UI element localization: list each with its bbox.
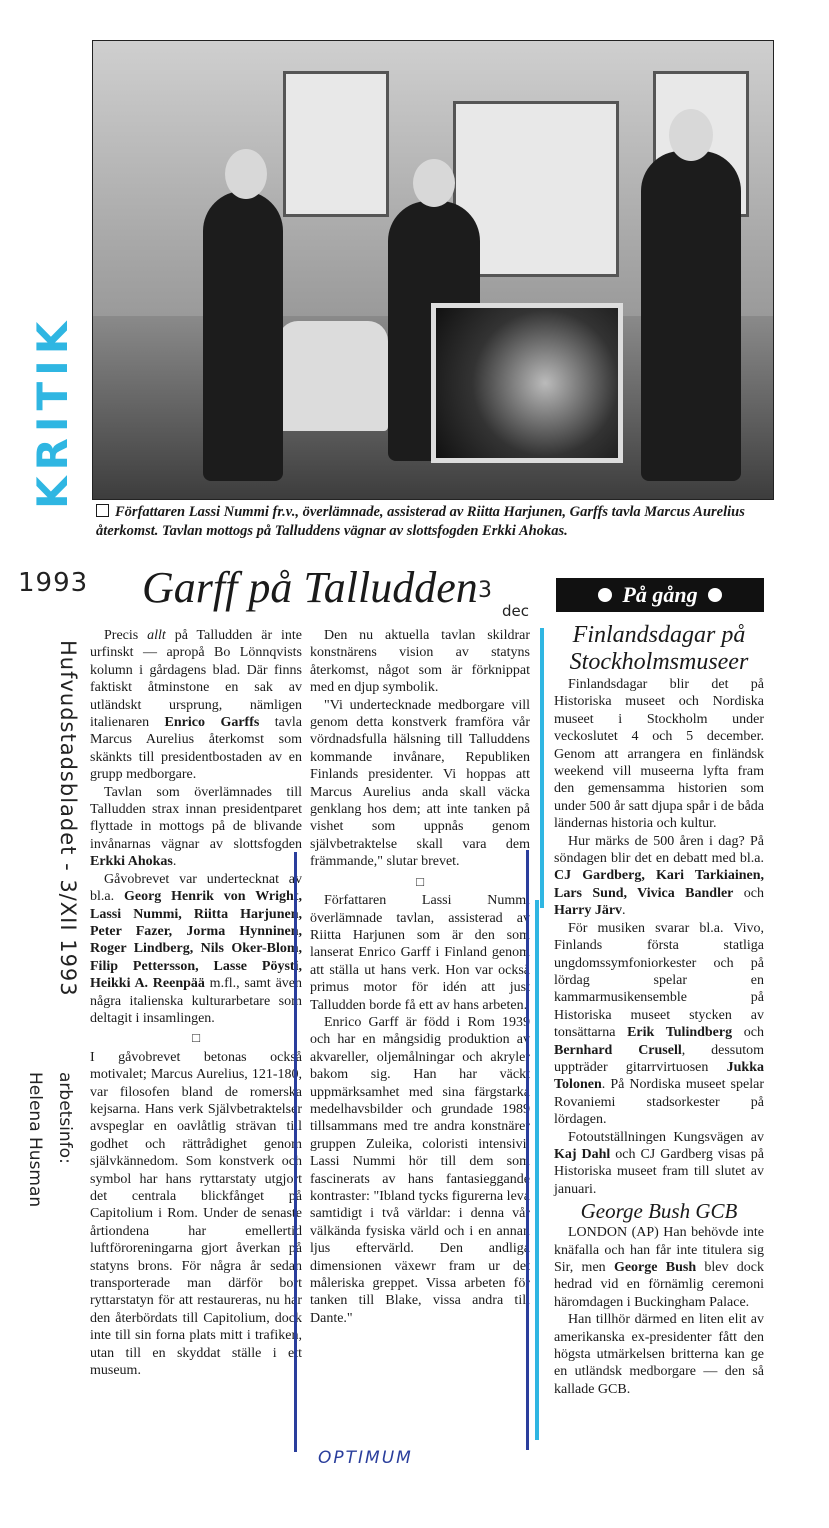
text: .	[172, 854, 177, 870]
text: och	[732, 1025, 764, 1041]
text-bold: Georg Henrik von Wright, Lassi Nummi, Riitta Harjunen, Peter Fazer, Jorma Hynninen, Roger Lindberg, Nils Oker-Blom, Filip Pettersson, Lasse Pöysti, Heikki A. Reenpää	[90, 889, 302, 992]
paragraph: Den nu aktuella tavlan skildrar konstnärens vision av statyns återkomst, något som är förknippat med en djup symbolik.	[310, 628, 530, 696]
text: Tavlan som överlämnades till Talludden strax innan presidentparet flyttade in mottogs på de blivande invånarnas vägnar av slottsfogden	[90, 784, 302, 852]
text-bold: Kaj Dahl	[554, 1146, 611, 1162]
text: och	[733, 885, 764, 901]
photo-window	[283, 71, 389, 217]
text: Precis	[104, 628, 148, 643]
reviewer-note-2: Helena Husman	[25, 1072, 45, 1208]
bullet-icon	[598, 588, 612, 602]
photo-chair	[278, 321, 388, 431]
pa-gang-banner	[556, 578, 764, 612]
paragraph: Finlandsdagar blir det på Historiska museet och Nordiska museet i Stockholm under veckoslutet 4 och 5 december. Genom att arrangera en finländsk weekend vill museerna lyfta fram den gemensamma historien som under 500 år satt djupa spår i de båda ländernas historia och kultur.	[554, 677, 764, 832]
text: m.fl., samt även några italienska kulturarbetare som deltagit i insamlingen.	[90, 976, 303, 1026]
source-annotation: Hufvudstadsbladet - 3/XII 1993	[56, 640, 80, 997]
headline: Garff på Talludden	[142, 563, 478, 612]
paragraph	[90, 627, 302, 784]
paragraph: I gåvobrevet betonas också motivalet; Marcus Aurelius, 121-180, var filosofen bland de romerska kejsarna. Hans verk Självbetraktelser avspeglar en oavlåtlig strävan till godhet och rättrådighet genom självkännedom. Som konstverk och symbol har hans ryttarstaty utgjort det centrala blickfånget på Capitolium i Rom. Under de senaste årtiondena har emellertid luftföroreningarna gjort åverkan på statyns brons. För några år sedan transporterade man därför bort ryttarstatyn för att restaureras, nu har den återbördats till Capitolium, dock inte till sin forna plats mitt i trafiken, utan till en skyddat ställe i ett museum.	[90, 1049, 302, 1379]
article-column-1	[90, 627, 302, 1379]
paragraph: Enrico Garff är född i Rom 1939 och har en mångsidig produktion av akvareller, oljemålningar och akryler bakom sig. Han har väckt uppmärksamhet med sina färgstarka medelhavsbilder och grundade 1989 tillsammans med tre andra konstnärer gruppen Zuleika, coloristi intensivi. Lassi Nummi hör till dem som fascinerats av hans fantasieggande kontraster: "Ibland tycks figurerna leva samtidigt i två världar: i denna vår välkända fysiska värld och i en annan ljus eftervärld. Den andliga dimensionen växewr fram ur det måleriska greppet. Vissa arbeten för tanken till Blake, vissa andra till Dante."	[310, 1014, 530, 1326]
paragraph: Han tillhör därmed en liten elit av amerikanska ex-presidenter fått den högsta utmärkelsen britterna kan ge en utländsk medborgare — den så kallade GCB.	[554, 1312, 764, 1397]
optimum-annotation: OPTIMUM	[318, 1448, 413, 1468]
paragraph	[554, 833, 764, 920]
reviewer-note-1: arbetsinfo:	[55, 1072, 75, 1164]
text: LONDON (AP) Han behövde inte knäfalla och han får inte titulera sig Sir, men	[554, 1225, 764, 1275]
text: tavla Marcus Aurelius återkomst som skänkts till presidentbostaden av en grupp medborgare.	[90, 715, 302, 783]
date-annotation: 3	[478, 578, 492, 603]
photo-painting	[431, 303, 623, 463]
text-bold: Erkki Ahokas	[90, 854, 173, 870]
bullet-icon	[708, 588, 722, 602]
paragraph: Författaren Lassi Nummi överlämnade tavlan, assisterad av Riitta Harjunen som är den som lanserat Enrico Garff i Finland genom att ställa ut hans verk. Hon var också primus motor för idén att just Talludden borde få ett av hans arbeten.	[310, 893, 530, 1013]
text-bold: Enrico Garffs	[164, 715, 260, 731]
highlight-line	[535, 900, 539, 1440]
pen-mark	[526, 850, 533, 1450]
subheading: George Bush GCB	[580, 1199, 738, 1224]
photo-person-head	[413, 159, 455, 207]
date-annotation-sub: dec	[502, 602, 529, 620]
banner-label: På gång	[622, 582, 698, 607]
article-column-3	[554, 622, 764, 1398]
kritik-annotation: KRITIK	[28, 315, 77, 509]
photo-person-head	[669, 109, 713, 161]
news-photo	[92, 40, 774, 500]
text-bold: CJ Gardberg, Kari Tarkiainen, Lars Sund, Vivica Bandler	[554, 868, 764, 901]
photo-person-right	[641, 151, 741, 481]
pen-mark	[294, 852, 301, 1452]
year-annotation: 1993	[18, 568, 89, 598]
paragraph	[90, 784, 302, 871]
text-bold: Erik Tulindberg	[627, 1025, 733, 1041]
paragraph	[554, 920, 764, 1129]
text: . På Nordiska museet spelar Rovaniemi stadsorkester på lördagen.	[554, 1077, 764, 1128]
text-bold: Bernhard Crusell	[554, 1042, 682, 1058]
paragraph	[554, 1224, 764, 1311]
photo-caption	[96, 503, 786, 541]
text: på Talludden är inte urfinskt — apropå Bo Lönnqvists kolumn i gårdagens blad. Där finns faktiskt åtminstone en sak av utländskt ursprung, nämligen italienaren	[90, 628, 302, 731]
photo-person-left	[203, 191, 283, 481]
text: och CJ Gardberg visas på Historiska museet fram till slutet av januari.	[554, 1146, 764, 1197]
text-bold: George Bush	[613, 1260, 697, 1275]
text: Gåvobrevet var undertecknat av bl.a.	[90, 871, 302, 905]
reviewer-annotation	[20, 1072, 80, 1207]
subheading: Finlandsdagar på Stockholmsmuseer	[569, 622, 749, 675]
text-bold: Harry Järv	[554, 903, 623, 919]
text: Fotoutställningen Kungsvägen av	[568, 1129, 764, 1145]
text: .	[622, 903, 626, 919]
paragraph	[90, 871, 302, 1028]
text: Hur märks de 500 åren i dag? På söndagen blir det en debatt med bl.a.	[554, 833, 764, 867]
highlight-line	[540, 628, 544, 908]
paragraph: "Vi undertecknade medborgare vill genom detta konstverk framföra vår vördnadsfulla hälsning till Talluddens kommande invånare, Republiken Finlands presidenter. Vi hoppas att Marcus Aurelius anda skall väcka genklang hos dem; att inte tanken på vishet som uppnås genom självbetraktelse skall vara dem främmande," slutar brevet.	[310, 697, 530, 870]
section-separator: □	[192, 1030, 200, 1046]
text-italic: allt	[147, 628, 166, 643]
text-bold: Jukka Tolonen	[554, 1059, 764, 1093]
text: blev dock hedrad vid en förnämlig ceremoni häromdagen i Buckingham Palace.	[554, 1260, 764, 1310]
paragraph	[554, 1129, 764, 1199]
caption-box-icon	[96, 504, 109, 517]
article-column-2	[310, 627, 530, 1327]
section-separator: □	[416, 873, 424, 889]
text: , dessutom uppträder gitarrvirtuosen	[554, 1042, 764, 1075]
caption-text: Författaren Lassi Nummi fr.v., överlämnade, assisterad av Riitta Harjunen, Garffs tavla Marcus Aurelius återkomst. Tavlan mottogs på Talluddens vägnar av slottsfogden Erkki Ahokas.	[96, 504, 745, 539]
text: För musiken svarar bl.a. Vivo, Finlands första statliga ungdomssymfoniorkester och på lördag spelar en kammarmusikensemble på Historiska museet stycken av tonsättarna	[554, 920, 764, 1041]
photo-person-head	[225, 149, 267, 199]
